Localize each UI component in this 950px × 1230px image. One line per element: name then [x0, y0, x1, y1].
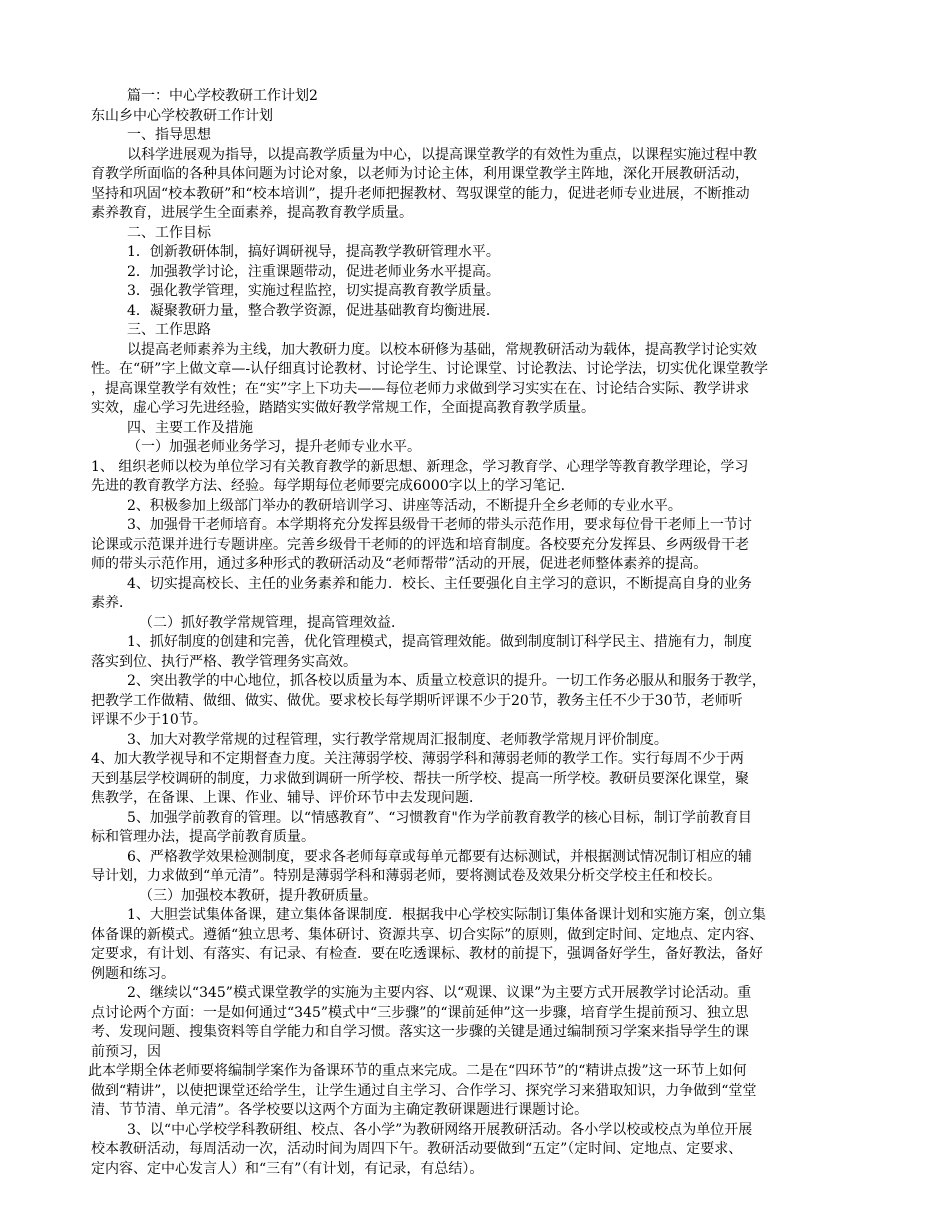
text-line: 点讨论两个方面：一是如何通过“345”模式中“三步骤”的“课前延伸”这一步骤，培育学生提前预习、独立思 — [91, 1004, 749, 1021]
text-line: 此本学期全体老师要将编制学案作为备课环节的重点来完成。二是在“四环节”的“精讲点拨”这一环节上如何 — [88, 1063, 747, 1079]
text-line: 评课不少于10节。 — [91, 712, 207, 728]
text-line: 4、加大教学视导和不定期督查力度。关注薄弱学校、薄弱学科和薄弱老师的教学工作。实行每周不少于两 — [91, 751, 744, 767]
text-line: 4．凝聚教研力量，整合教学资源，促进基础教育均衡进展． — [127, 302, 500, 319]
document-subtitle: 东山乡中心学校教研工作计划 — [91, 107, 273, 124]
text-line: 素养教育，进展学生全面素养，提高教育教学质量。 — [91, 205, 413, 221]
text-line: 四、主要工作及措施 — [127, 419, 253, 436]
text-line: 3、加大对教学常规的过程管理，实行教学常规周汇报制度、老师教学常规月评价制度。 — [127, 731, 668, 748]
text-line: 1、 组织老师以校为单位学习有关教育教学的新思想、新理念，学习教育学、心理学等教育教学理论，学习 — [91, 458, 749, 475]
text-line: 论课或示范课并进行专题讲座。完善乡级骨干老师的的评选和培育制度。各校要充分发挥县、乡两级骨干老 — [91, 536, 749, 553]
text-line: 一、指导思想 — [127, 127, 211, 143]
text-line: 导计划，力求做到“单元清”。特别是薄弱学科和薄弱老师，要将测试卷及效果分析交学校主任和校长。 — [91, 868, 722, 884]
text-line: 先进的教育教学方法、经验。每学期每位老师要完成6000字以上的学习笔记． — [91, 478, 575, 494]
text-line: 1．创新教研体制，搞好调研视导，提高教学教研管理水平。 — [127, 244, 500, 260]
text-line: 5、加强学前教育的管理。以“情感教育”、“习惯教育"作为学前教育教学的核心目标，制订学前教育目 — [127, 809, 752, 826]
text-line: （一）加强老师业务学习，提升老师专业水平。 — [127, 439, 421, 455]
text-line: 育教学所面临的各种具体问题为讨论对象，以老师为讨论主体，利用课堂教学主阵地，深化开展教研活动， — [91, 166, 749, 182]
text-line: 把教学工作做精、做细、做实、做优。要求校长每学期听评课不少于20节，教务主任不少于30节，老师听 — [91, 692, 743, 709]
text-line: 1、抓好制度的创建和完善，优化管理模式，提高管理效能。做到制度制订科学民主、措施有力，制度 — [127, 634, 752, 650]
text-line: 定内容、定中心发言人）和“三有”（有计划，有记录，有总结）。 — [91, 1160, 484, 1177]
text-line: 性。在“研”字上做文章—-认仔细真讨论教材、讨论学生、讨论课堂、讨论教法、讨论学法，切实优化课堂教学 — [91, 361, 769, 377]
text-line: 例题和练习。 — [91, 965, 175, 982]
text-line: 校本教研活动，每周活动一次，活动时间为周四下午。教研活动要做到“五定”（定时间、定地点、定要求、 — [91, 1141, 743, 1157]
text-line: 3．强化教学管理，实施过程监控，切实提高教育教学质量。 — [127, 283, 500, 299]
text-line: （二）抓好教学常规管理，提高管理效益． — [139, 614, 405, 631]
text-line: 实效，虚心学习先进经验，踏踏实实做好教学常规工作，全面提高教育教学质量。 — [91, 400, 595, 416]
document-title: 篇一：中心学校教研工作计划2 — [127, 88, 318, 104]
text-line: 前预习，因 — [91, 1043, 161, 1060]
text-line: 焦教学，在备课、上课、作业、辅导、评价环节中去发现问题． — [91, 790, 483, 806]
text-line: 4、切实提高校长、主任的业务素养和能力．校长、主任要强化自主学习的意识，不断提高自身的业务 — [127, 575, 752, 592]
text-line: 坚持和巩固“校本教研”和“校本培训”，提升老师把握教材、驾驭课堂的能力，促进老师专业进展，不断推动 — [91, 185, 750, 202]
text-line: 做到“精讲”，以使把课堂还给学生，让学生通过自主学习、合作学习、探究学习来猎取知识，力争做到“堂堂 — [91, 1082, 757, 1099]
text-line: 定要求，有计划、有落实、有记录、有检查．要在吃透课标、教材的前提下，强调备好学生，备好教法，备好 — [91, 946, 763, 962]
text-line: 清、节节清、单元清”。各学校要以这两个方面为主确定教研课题进行课题讨论。 — [91, 1102, 589, 1118]
text-line: 标和管理办法，提高学前教育质量。 — [91, 829, 315, 845]
text-line: 6、严格教学效果检测制度，要求各老师每章或每单元都要有达标测试，并根据测试情况制订相应的辅 — [127, 848, 752, 865]
text-line: 三、工作思路 — [127, 322, 211, 338]
text-line: 2、突出教学的中心地位，抓各校以质量为本、质量立校意识的提升。一切工作务必服从和服务于教学， — [127, 673, 766, 689]
text-line: 体备课的新模式。遵循“独立思考、集体研讨、资源共享、切合实际”的原则，做到定时间、定地点、定内容、 — [91, 926, 764, 943]
text-line: 2．加强教学讨论，注重课题带动，促进老师业务水平提高。 — [127, 263, 500, 280]
text-line: 素养． — [91, 595, 133, 611]
text-line: 2、继续以“345”模式课堂教学的实施为主要内容、以“观课、议课”为主要方式开展教学讨论活动。重 — [127, 985, 752, 1001]
text-line: 落实到位、执行严格、教学管理务实高效。 — [91, 653, 357, 670]
text-line: 考、发现问题、搜集资料等自学能力和自学习惯。落实这一步骤的关键是通过编制预习学案来指导学生的课 — [91, 1024, 749, 1040]
text-line: 以提高老师素养为主线，加大教研力度。以校本研修为基础，常规教研活动为载体，提高教学讨论实效 — [127, 341, 757, 358]
text-line: 以科学进展观为指导，以提高教学质量为中心，以提高课堂教学的有效性为重点，以课程实施过程中教 — [127, 146, 757, 163]
text-line: 2、积极参加上级部门举办的教研培训学习、讲座等活动，不断提升全乡老师的专业水平。 — [127, 497, 682, 514]
text-line: 1、大胆尝试集体备课，建立集体备课制度．根据我中心学校实际制订集体备课计划和实施方案，创立集 — [127, 907, 766, 923]
text-line: 3、以“中心学校学科教研组、校点、各小学”为教研网络开展教研活动。各小学以校或校点为单位开展 — [127, 1121, 753, 1138]
text-line: （三）加强校本教研，提升教研质量。 — [139, 887, 377, 904]
text-line: 天到基层学校调研的制度，力求做到调研一所学校、帮扶一所学校、提高一所学校。教研员要深化课堂，聚 — [91, 770, 749, 787]
text-line: 二、工作目标 — [127, 224, 211, 241]
text-line: ，提高课堂教学有效性；在“实”字上下功夫——每位老师力求做到学习实实在在、讨论结合实际、教学讲求 — [91, 380, 750, 397]
text-line: 3、加强骨干老师培育。本学期将充分发挥县级骨干老师的带头示范作用，要求每位骨干老师上一节讨 — [127, 517, 752, 533]
text-line: 师的带头示范作用，通过多种形式的教研活动及“老师帮带”活动的开展，促进老师整体素养的提高。 — [91, 556, 708, 572]
